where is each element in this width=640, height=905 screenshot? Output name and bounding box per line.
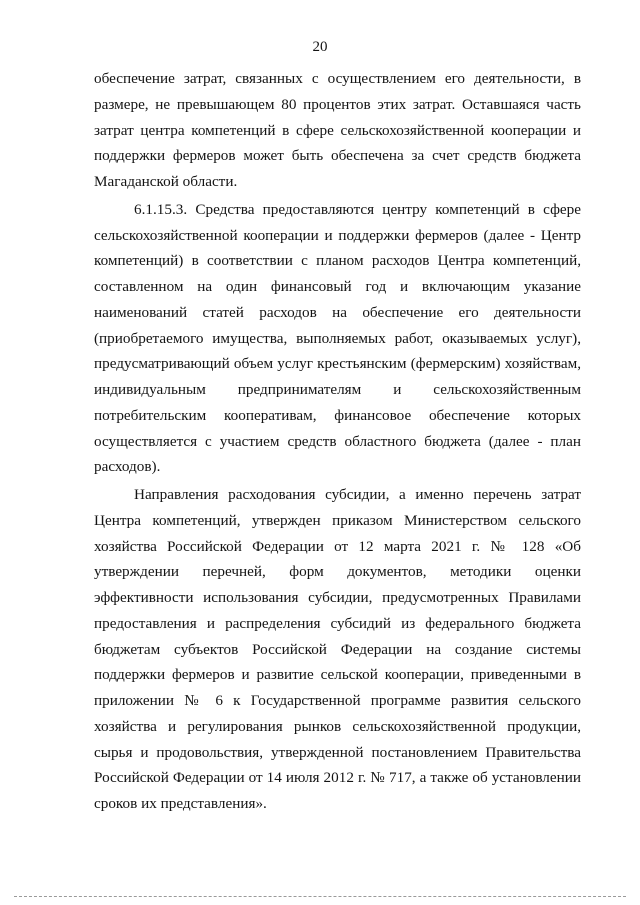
page-number: 20: [312, 39, 328, 55]
page-bottom-rule: [14, 896, 626, 897]
paragraph-continuation: обеспечение затрат, связанных с осуществлением его деятельности, в размере, не превышающем 80 процентов этих затрат. Оставшаяся часть затрат центра компетенций в сфере сельскохозяйственной кооперации и поддержки фермеров может быть обеспечена за счет средств бюджета Магаданской области.: [94, 70, 581, 190]
paragraph-subsidy-directions: Направления расходования субсидии, а именно перечень затрат Центра компетенций, утвержден приказом Министерством сельского хозяйства Российской Федерации от 12 марта 2021 г. № 128 «Об утверждении перечней, форм документов, методики оценки эффективности использования субсидии, предусмотренных Правилами предоставления и распределения субсидий из федерального бюджета бюджетам субъектов Российской Федерации на создание системы поддержки фермеров и развитие сельской кооперации, приведенными в приложении № 6 к Государственной программе развития сельского хозяйства и регулирования рынков сельскохозяйственной продукции, сырья и продовольствия, утвержденной постановлением Правительства Российской Федерации от 14 июля 2012 г. № 717, а также об установлении сроков их представления».: [94, 486, 581, 812]
document-body: [94, 66, 581, 817]
paragraph-section-6-1-15-3: 6.1.15.3. Средства предоставляются центру компетенций в сфере сельскохозяйственной кооперации и поддержки фермеров (далее - Центр компетенций) в соответствии с планом расходов Центра компетенций, составленном на один финансовый год и включающим указание наименований статей расходов на обеспечение его деятельности (приобретаемого имущества, выполняемых работ, оказываемых услуг), предусматривающий объем услуг крестьянским (фермерским) хозяйствам, индивидуальным предпринимателям и сельскохозяйственным потребительским кооперативам, финансовое обеспечение которых осуществляется с участием средств областного бюджета (далее - план расходов).: [94, 200, 581, 476]
